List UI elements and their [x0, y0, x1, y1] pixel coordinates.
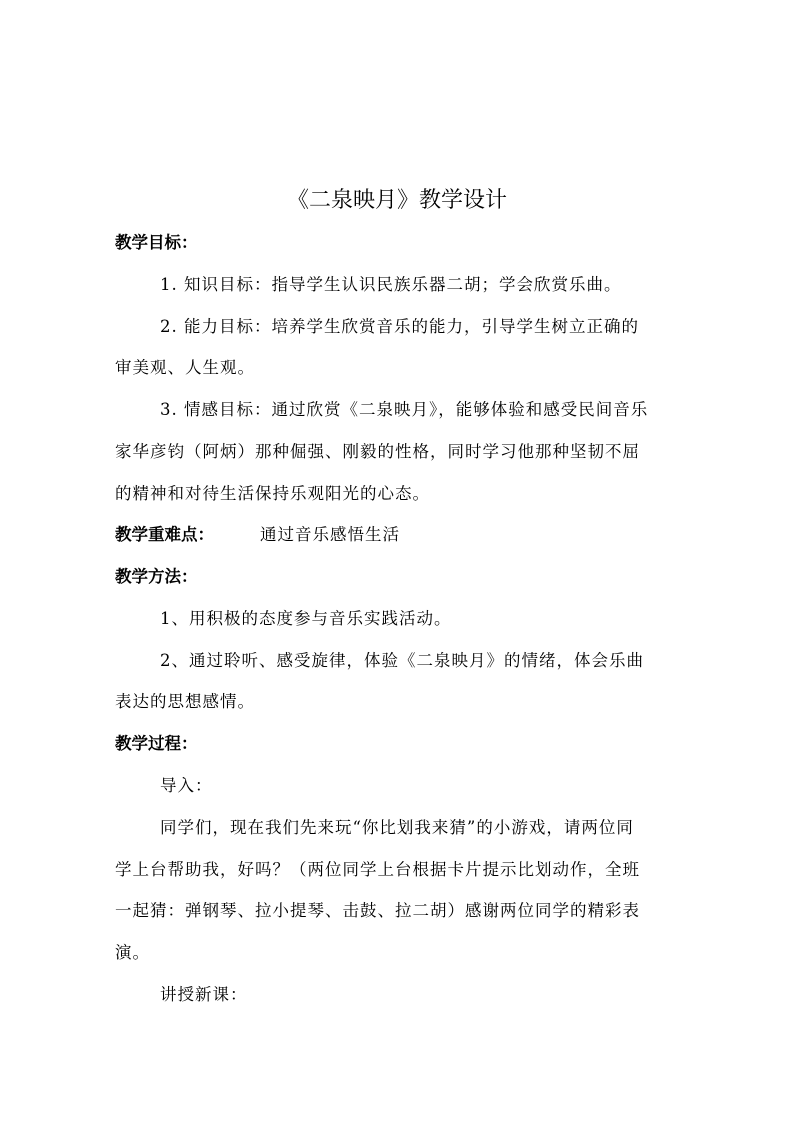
methods-item-1: 1、用积极的态度参与音乐实践活动。: [160, 609, 452, 628]
process-intro-label: 导入：: [160, 776, 213, 795]
methods-heading: 教学方法：: [115, 567, 198, 586]
key-points-row: [115, 522, 400, 548]
methods-item-2-line-2: 表达的思想感情。: [115, 692, 255, 711]
key-points-text: 通过音乐感悟生活: [260, 525, 400, 544]
goals-item-1: 1. 知识目标：指导学生认识民族乐器二胡；学会欣赏乐曲。: [160, 275, 622, 294]
process-intro-line-1: 同学们，现在我们先来玩“你比划我来猜”的小游戏，请两位同: [160, 818, 634, 837]
key-points-heading: 教学重难点：: [115, 525, 214, 544]
methods-item-2-line-1: 2、通过聆听、感受旋律，体验《二泉映月》的情绪，体会乐曲: [160, 651, 644, 670]
process-intro-line-4: 演。: [115, 943, 150, 962]
goals-item-2-line-1: 2. 能力目标：培养学生欣赏音乐的能力，引导学生树立正确的: [160, 317, 639, 336]
process-intro-line-2: 学上台帮助我，好吗？（两位同学上台根据卡片提示比划动作，全班: [115, 860, 640, 879]
process-new-lesson-label: 讲授新课：: [160, 985, 248, 1004]
goals-item-3-line-2: 家华彦钧（阿炳）那种倔强、刚毅的性格，同时学习他那种坚韧不屈: [115, 442, 640, 461]
goals-item-3-line-3: 的精神和对待生活保持乐观阳光的心态。: [115, 484, 430, 503]
process-heading: 教学过程：: [115, 734, 198, 753]
goals-item-3-line-1: 3. 情感目标：通过欣赏《二泉映月》，能够体验和感受民间音乐: [160, 400, 649, 419]
goals-heading: 教学目标：: [115, 233, 198, 252]
document-title: 《二泉映月》教学设计: [286, 188, 507, 213]
process-intro-line-3: 一起猜：弹钢琴、拉小提琴、击鼓、拉二胡）感谢两位同学的精彩表: [115, 901, 640, 920]
goals-item-2-line-2: 审美观、人生观。: [115, 358, 255, 377]
